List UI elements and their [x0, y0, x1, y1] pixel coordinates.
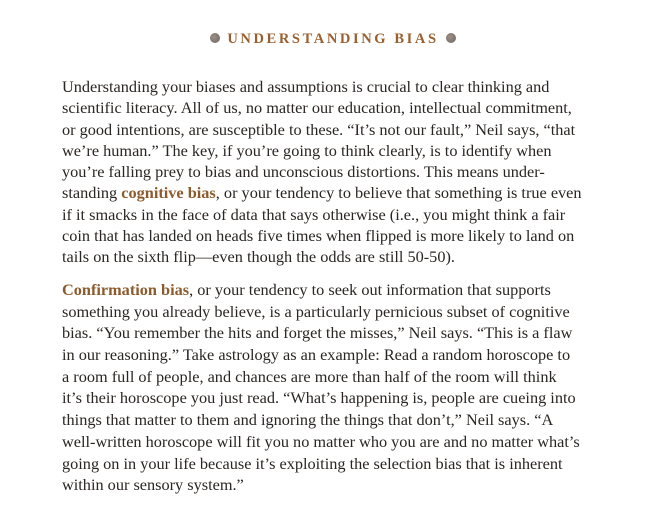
paragraph-cognitive-bias	[62, 76, 582, 268]
text-segment: bias. “You remember the hits and forget the misses,” Neil says. “This is a flaw	[62, 323, 573, 343]
text-line	[62, 161, 582, 182]
text-segment: , or your tendency to believe that something is true even	[215, 183, 582, 203]
text-line	[62, 322, 580, 344]
text-segment: coin that has landed on heads five times when flipped is more likely to land on	[62, 226, 575, 246]
text-line	[62, 76, 582, 97]
key-term: Confirmation bias	[62, 280, 190, 299]
text-segment: you’re falling prey to bias and unconscious distortions. This means under-	[62, 162, 545, 182]
text-line	[62, 431, 580, 453]
text-segment: in our reasoning.” Take astrology as an example: Read a random horoscope to	[62, 345, 571, 365]
text-line	[62, 453, 580, 475]
text-line	[62, 225, 582, 246]
text-line	[62, 279, 580, 301]
text-line	[62, 301, 580, 323]
key-term: cognitive bias	[121, 183, 216, 203]
bullet-dot-icon	[446, 33, 456, 43]
text-segment: or good intentions, are susceptible to these. “It’s not our fault,” Neil says, “that	[62, 119, 576, 139]
text-line	[62, 409, 580, 431]
text-segment: we’re human.” The key, if you’re going to think clearly, is to identify when	[62, 140, 552, 160]
text-segment: if it smacks in the face of data that says otherwise (i.e., you might think a fair	[62, 204, 566, 224]
text-segment: scientific literacy. All of us, no matter our education, intellectual commitment,	[62, 98, 572, 118]
text-segment: standing	[62, 183, 122, 203]
text-segment: something you already believe, is a particularly pernicious subset of cognitive	[62, 301, 570, 321]
text-line	[62, 474, 580, 496]
text-segment: a room full of people, and chances are more than half of the room will think	[62, 366, 557, 386]
text-line	[62, 97, 582, 118]
text-segment: within our sensory system.”	[62, 475, 244, 495]
section-heading	[0, 31, 666, 48]
text-segment: Understanding your biases and assumptions is crucial to clear thinking and	[62, 77, 550, 96]
text-line	[62, 344, 580, 366]
text-line	[62, 366, 580, 388]
text-line	[62, 140, 582, 161]
text-line	[62, 204, 582, 225]
text-line	[62, 182, 582, 203]
text-segment: things that matter to them and ignoring the things that don’t,” Neil says. “A	[62, 410, 554, 430]
bullet-dot-icon	[210, 33, 220, 43]
text-segment: going on in your life because it’s exploiting the selection bias that is inherent	[62, 453, 563, 473]
text-segment: , or your tendency to seek out information that supports	[189, 280, 551, 299]
text-segment: it’s their horoscope you just read. “What’s happening is, people are cueing into	[62, 388, 576, 408]
text-line	[62, 246, 582, 267]
text-segment: tails on the sixth flip—even though the odds are still 50-50).	[62, 247, 455, 267]
paragraph-confirmation-bias	[62, 279, 580, 496]
heading-text: UNDERSTANDING BIAS	[227, 31, 439, 47]
text-line	[62, 119, 582, 140]
text-line	[62, 387, 580, 409]
text-segment: well-written horoscope will fit you no matter who you are and no matter what’s	[62, 431, 580, 451]
